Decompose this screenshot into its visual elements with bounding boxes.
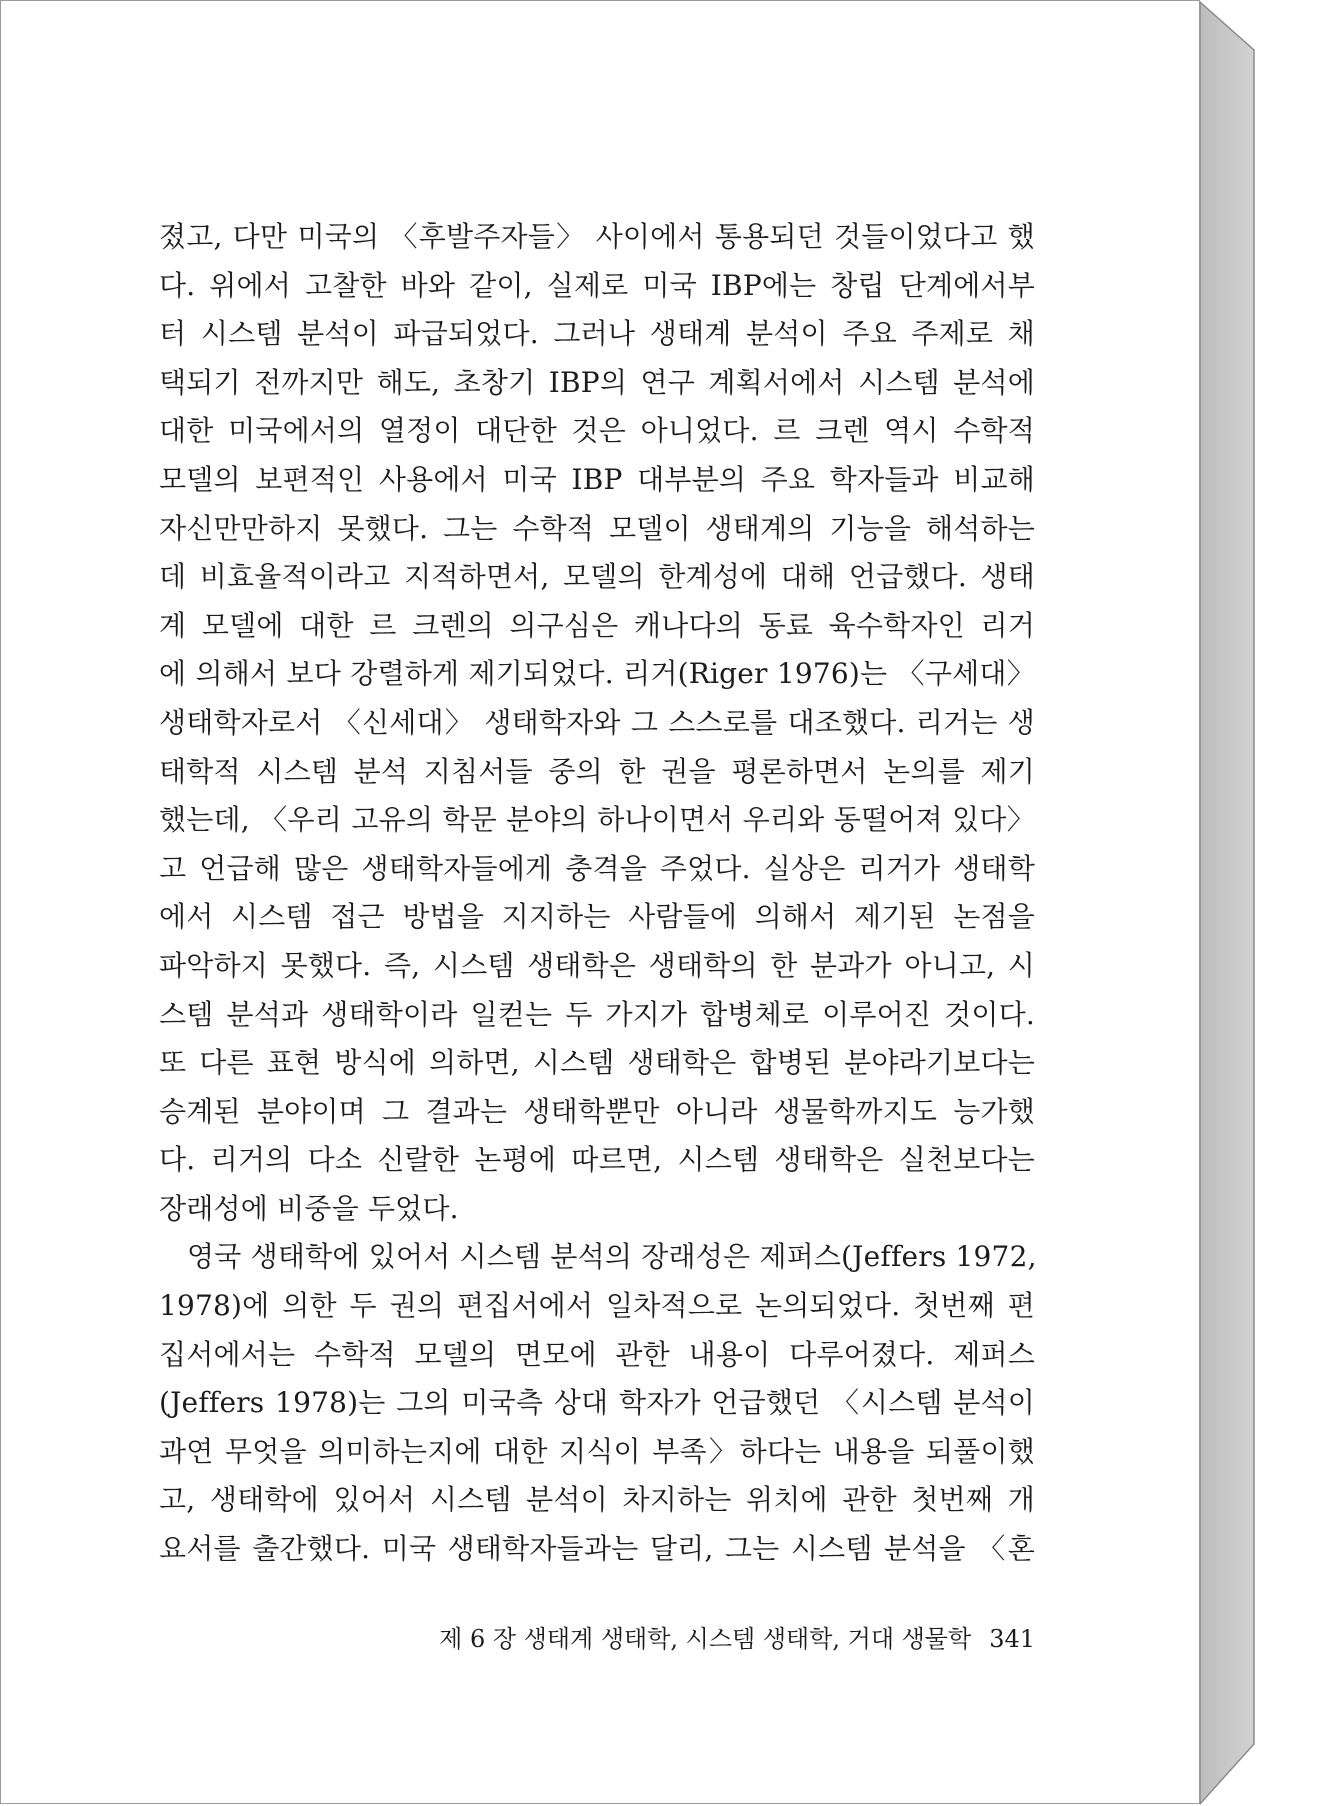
text-line: 택되기 전까지만 해도, 초창기 IBP의 연구 계획서에서 시스템 분석에 — [159, 365, 1035, 399]
text-line: 영국 생태학에 있어서 시스템 분석의 장래성은 제퍼스(Jeffers 1972, — [187, 1240, 1037, 1274]
running-title: 제 6 장 생태계 생태학, 시스템 생태학, 거대 생물학 — [439, 1625, 972, 1653]
text-line: 다. 위에서 고찰한 바와 같이, 실제로 미국 IBP에는 창립 단계에서부 — [159, 268, 1035, 302]
text-line: (Jeffers 1978)는 그의 미국측 상대 학자가 언급했던 〈시스템 분석이 — [159, 1386, 1035, 1420]
text-line: 터 시스템 분석이 파급되었다. 그러나 생태계 분석이 주요 주제로 채 — [159, 317, 1035, 351]
text-line: 했는데, 〈우리 고유의 학문 분야의 하나이면서 우리와 동떨어져 있다〉 — [159, 803, 1035, 837]
text-line: 과연 무엇을 의미하는지에 대한 지식이 부족〉하다는 내용을 되풀이했 — [159, 1434, 1035, 1468]
text-line: 다. 리거의 다소 신랄한 논평에 따르면, 시스템 생태학은 실천보다는 — [159, 1143, 1035, 1177]
text-line: 자신만만하지 못했다. 그는 수학적 모델이 생태계의 기능을 해석하는 — [159, 511, 1035, 545]
text-line: 대한 미국에서의 열정이 대단한 것은 아니었다. 르 크렌 역시 수학적 — [159, 414, 1035, 448]
text-line: 파악하지 못했다. 즉, 시스템 생태학은 생태학의 한 분과가 아니고, 시 — [159, 948, 1035, 982]
text-line: 태학적 시스템 분석 지침서들 중의 한 권을 평론하면서 논의를 제기 — [159, 754, 1035, 788]
text-line: 또 다른 표현 방식에 의하면, 시스템 생태학은 합병된 분야라기보다는 — [159, 1046, 1035, 1080]
text-line: 에 의해서 보다 강렬하게 제기되었다. 리거(Riger 1976)는 〈구세대〉 — [159, 657, 1035, 691]
text-line: 모델의 보편적인 사용에서 미국 IBP 대부분의 주요 학자들과 비교해 — [159, 462, 1035, 496]
text-line: 계 모델에 대한 르 크렌의 의구심은 캐나다의 동료 육수학자인 리거 — [159, 608, 1035, 642]
text-line: 고 언급해 많은 생태학자들에게 충격을 주었다. 실상은 리거가 생태학 — [159, 851, 1035, 885]
text-line: 고, 생태학에 있어서 시스템 분석이 차지하는 위치에 관한 첫번째 개 — [159, 1483, 1035, 1517]
text-line: 졌고, 다만 미국의 〈후발주자들〉 사이에서 통용되던 것들이었다고 했 — [159, 220, 1035, 253]
text-line: 에서 시스템 접근 방법을 지지하는 사람들에 의해서 제기된 논점을 — [159, 900, 1035, 934]
text-line: 1978)에 의한 두 권의 편집서에서 일차적으로 논의되었다. 첫번째 편 — [159, 1289, 1035, 1323]
text-line: 데 비효율적이라고 지적하면서, 모델의 한계성에 대해 언급했다. 생태 — [159, 560, 1035, 594]
text-line: 스템 분석과 생태학이라 일컫는 두 가지가 합병체로 이루어진 것이다. — [159, 997, 1035, 1031]
text-line: 장래성에 비중을 두었다. — [159, 1191, 459, 1225]
text-line: 승계된 분야이며 그 결과는 생태학뿐만 아니라 생물학까지도 능가했 — [159, 1094, 1035, 1128]
page-number: 341 — [989, 1625, 1035, 1653]
page-footer — [159, 1619, 1035, 1659]
text-line: 생태학자로서 〈신세대〉 생태학자와 그 스스로를 대조했다. 리거는 생 — [159, 705, 1035, 739]
body-text — [159, 213, 1035, 1574]
text-line: 집서에서는 수학적 모델의 면모에 관한 내용이 다루어졌다. 제퍼스 — [159, 1337, 1035, 1371]
text-line: 요서를 출간했다. 미국 생태학자들과는 달리, 그는 시스템 분석을 〈혼 — [159, 1532, 1035, 1566]
